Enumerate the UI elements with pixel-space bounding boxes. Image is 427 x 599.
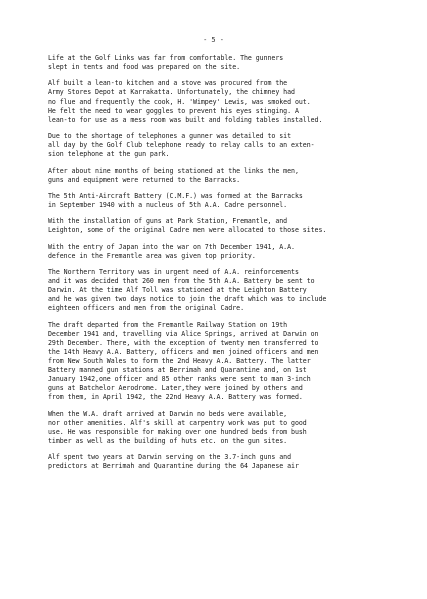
paragraph-10: When the W.A. draft arrived at Darwin no beds were available, nor other amenities. Alf's skill at carpentry work was put to good use. He was responsible for making over one hundred beds from bush timber as well as the building of huts etc. on the gun sites. — [48, 409, 307, 445]
paragraph-8: The Northern Territory was in urgent need of A.A. reinforcements and it was decided that 260 men from the 5th A.A. Battery be sent to Darwin. At the time Alf Toll was stationed at the Leighton Battery and he was given two days notice to join the draft which was to include eighteen officers and men from the original Cadre. — [48, 268, 327, 313]
paragraph-11: Alf spent two years at Darwin serving on the 3.7-inch guns and predictors at Berrimah and Quarantine during the 64 Japanese air — [48, 453, 299, 471]
paragraph-7: With the entry of Japan into the war on 7th December 1941, A.A. defence in the Fremantle area was given top priority. — [48, 242, 295, 260]
paragraph-3: Due to the shortage of telephones a gunner was detailed to sit all day by the Golf Club telephone ready to relay calls to an exten- sion telephone at the gun park. — [48, 132, 315, 159]
paragraph-6: With the installation of guns at Park Station, Fremantle, and Leighton, some of the original Cadre men were allocated to those sites. — [48, 217, 327, 235]
paragraph-9: The draft departed from the Fremantle Railway Station on 19th December 1941 and, travelling via Alice Springs, arrived at Darwin on 29th December. There, with the exception of twenty men transferred to the 14th Heavy A.A. Battery, officers and men joined officers and men from New South Wales to form the 2nd Heavy A.A. Battery. The latter Battery manned gun stations at Berrimah and Quarantine and, on 1st January 1942,one officer and 85 other ranks were sent to man 3-inch guns at Batchelor Aerodrome. Later,they were joined by others and from them, in April 1942, the 22nd Heavy A.A. Battery was formed. — [48, 320, 319, 402]
paragraph-1: Life at the Golf Links was far from comfortable. The gunners slept in tents and food was prepared on the site. — [48, 54, 284, 72]
document-body — [48, 54, 420, 479]
paragraph-2: Alf built a lean-to kitchen and a stove was procured from the Army Stores Depot at Karrakatta. Unfortunately, the chimney had no flue and frequently the cook, H. 'Wimpey' Lewis, was smoked out. He felt the need to wear goggles to prevent his eyes stinging. A lean-to for use as a mess room was built and folding tables installed. — [48, 79, 323, 124]
paragraph-5: The 5th Anti-Aircraft Battery (C.M.F.) was formed at the Barracks in September 1940 with a nucleus of 5th A.A. Cadre personnel. — [48, 191, 303, 209]
page-number: - 5 - — [203, 36, 224, 44]
paragraph-4: After about nine months of being stationed at the links the men, guns and equipment were returned to the Barracks. — [48, 166, 299, 184]
